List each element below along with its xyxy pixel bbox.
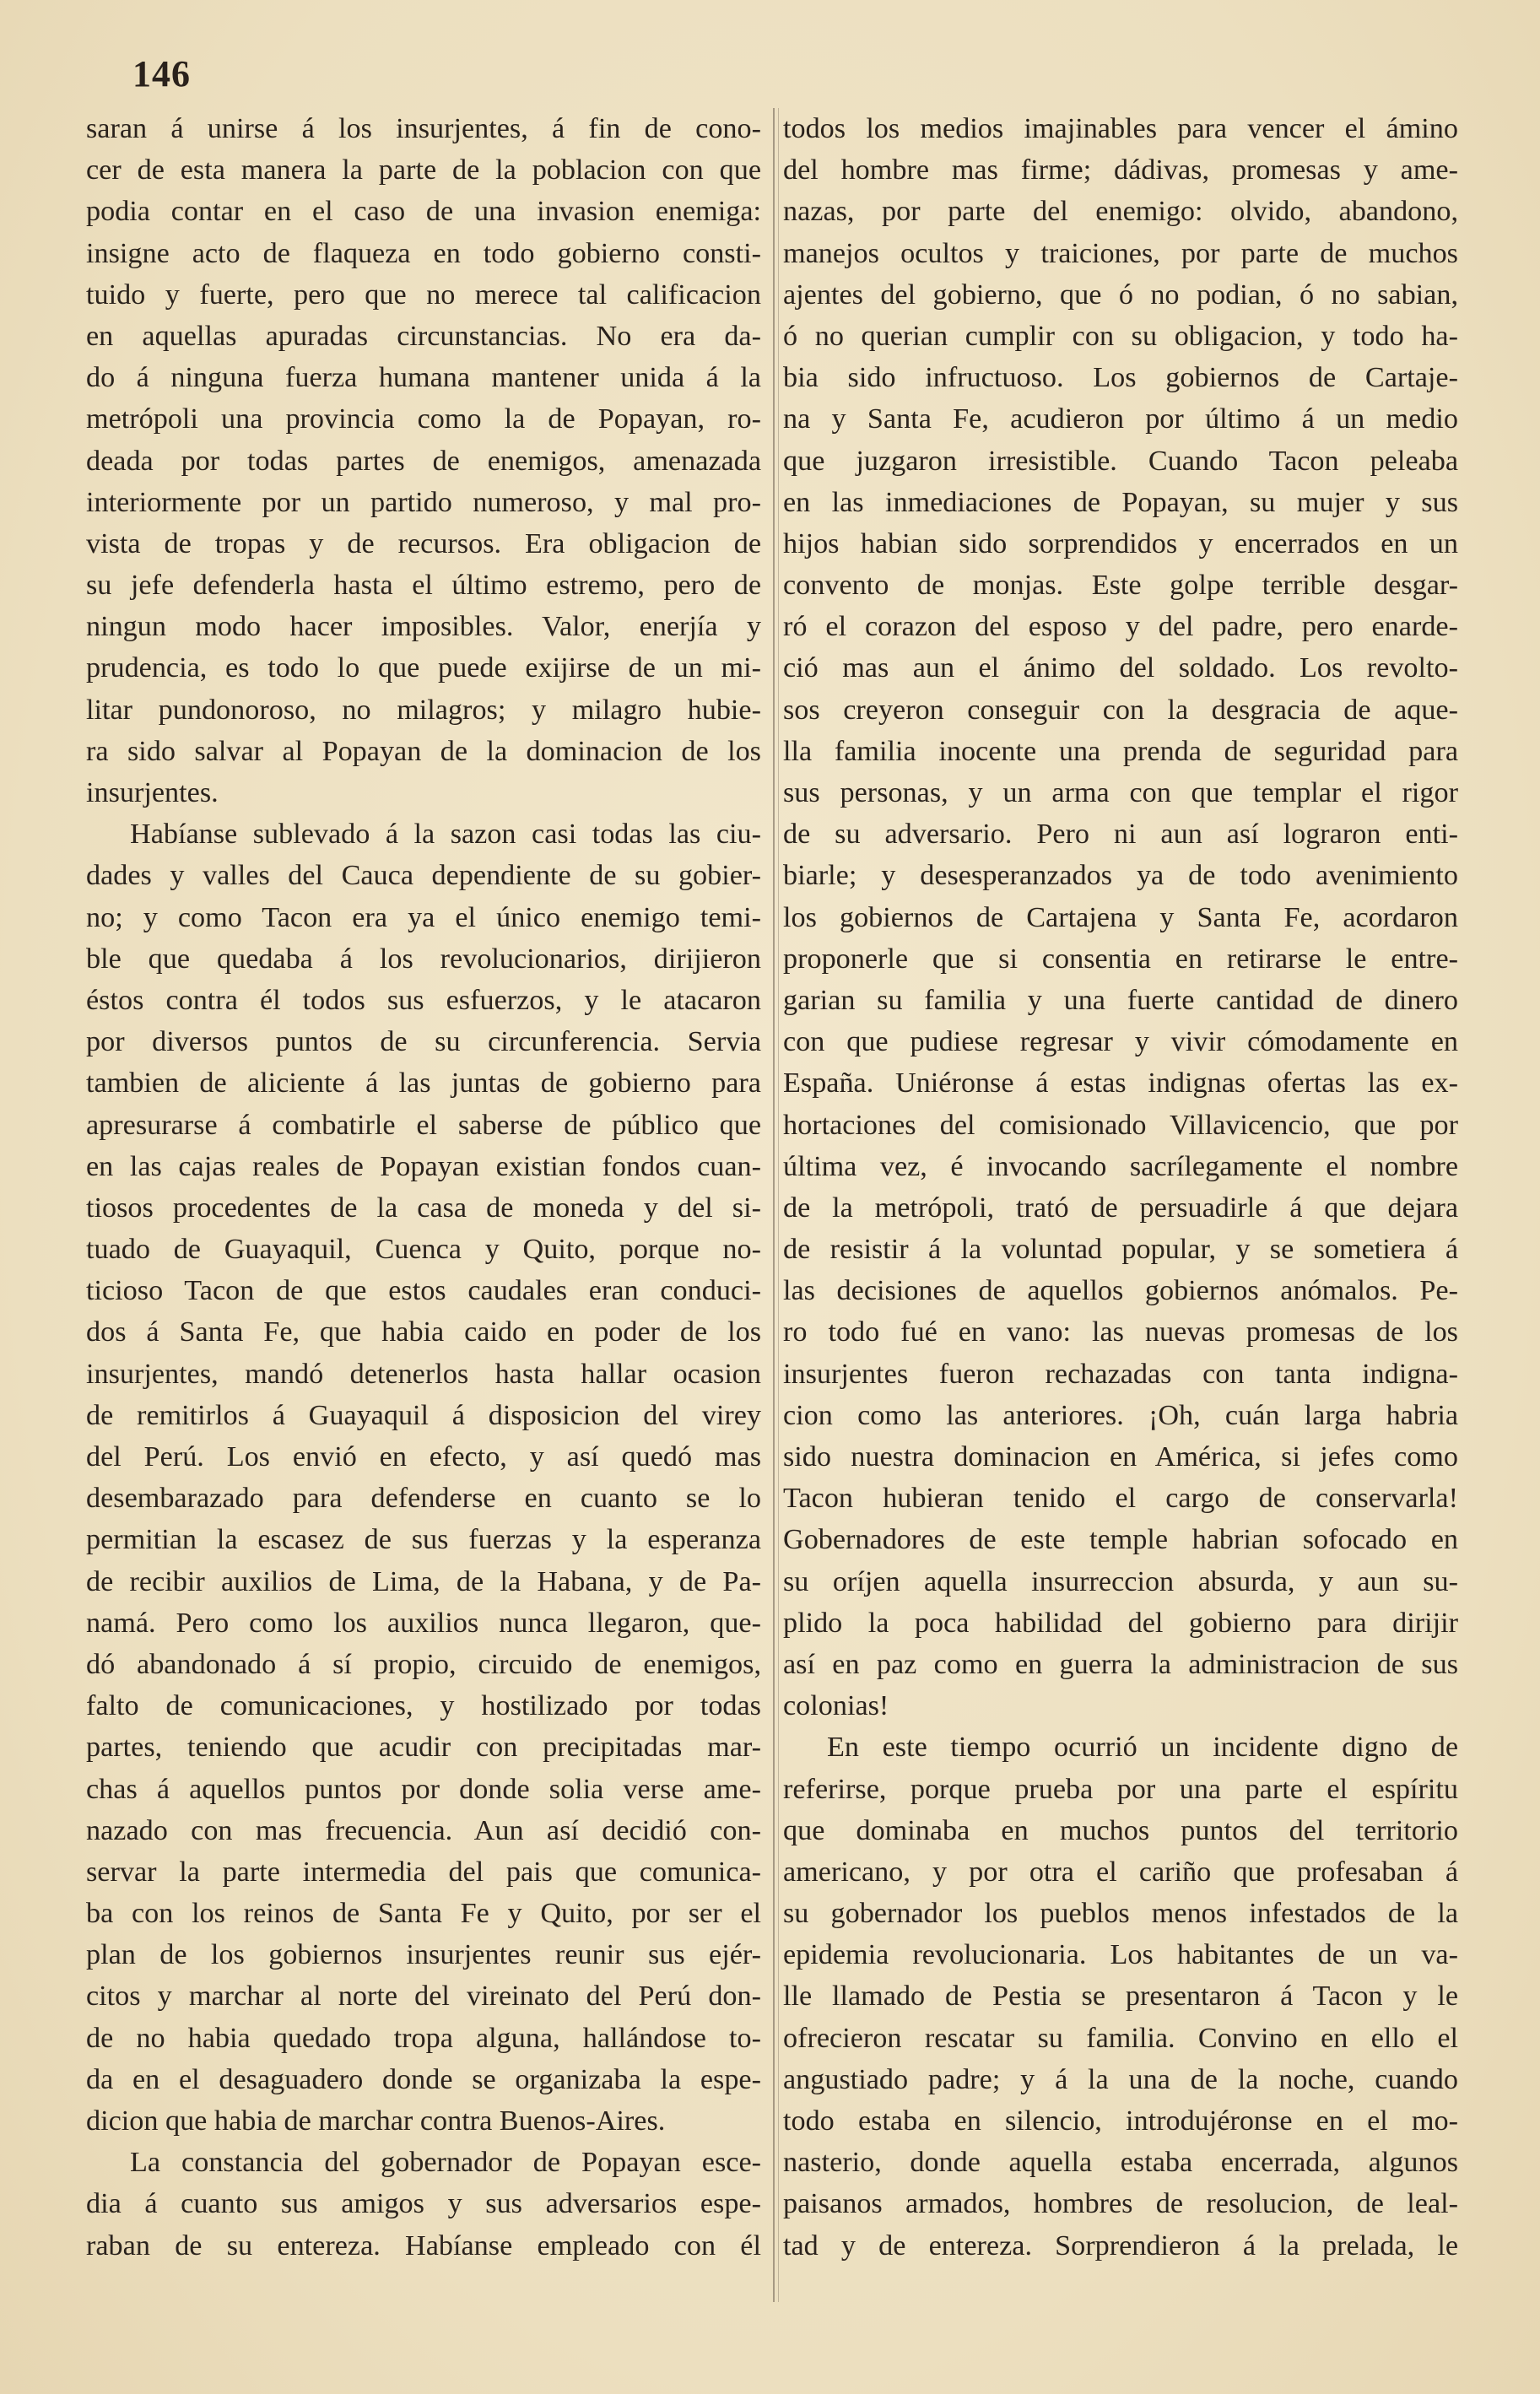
text-line: su gobernador los pueblos menos infestados de la (783, 1898, 1458, 1930)
text-line: no; y como Tacon era ya el único enemigo temi- (86, 901, 761, 933)
text-line: epidemia revolucionaria. Los habitantes de un va- (783, 1939, 1458, 1971)
text-line: ró el corazon del esposo y del padre, pero enarde- (783, 611, 1458, 643)
text-line: lle llamado de Pestia se presentaron á Tacon y le (783, 1981, 1458, 2013)
text-line: saran á unirse á los insurjentes, á fin de cono- (86, 113, 761, 144)
text-line: nazado con mas frecuencia. Aun así decidió con- (86, 1814, 761, 1846)
text-line: por diversos puntos de su circunferencia. Servia (86, 1026, 761, 1058)
text-line: ofrecieron rescatar su familia. Convino en ello el (783, 2022, 1458, 2054)
text-line: partes, teniendo que acudir con precipitadas mar- (86, 1732, 761, 1764)
text-line: su jefe defenderla hasta el último estremo, pero de (86, 570, 761, 602)
text-line: ticioso Tacon de que estos caudales eran conduci- (86, 1275, 761, 1307)
text-line: Gobernadores de este temple habrian sofocado en (783, 1524, 1458, 1556)
text-line: de recibir auxilios de Lima, de la Habana, y de Pa- (86, 1565, 761, 1597)
text-line: ba con los reinos de Santa Fe y Quito, por ser el (86, 1898, 761, 1930)
text-line: de resistir á la voluntad popular, y se sometiera á (783, 1234, 1458, 1266)
text-line: plan de los gobiernos insurjentes reunir sus ejér- (86, 1939, 761, 1971)
text-line: todo estaba en silencio, introdujéronse en el mo- (783, 2105, 1458, 2137)
text-line: todos los medios imajinables para vencer el ámino (783, 113, 1458, 144)
text-line: del hombre mas firme; dádivas, promesas y ame- (783, 154, 1458, 186)
text-line: podia contar en el caso de una invasion enemiga: (86, 196, 761, 228)
text-line: lla familia inocente una prenda de seguridad para (783, 735, 1458, 767)
text-line: sus personas, y un arma con que templar el rigor (783, 777, 1458, 808)
text-line: desembarazado para defenderse en cuanto se lo (86, 1483, 761, 1515)
text-line: paisanos armados, hombres de resolucion, de leal- (783, 2188, 1458, 2220)
text-line: bia sido infructuoso. Los gobiernos de Cartaje- (783, 362, 1458, 394)
text-line: hortaciones del comisionado Villavicencio, que por (783, 1109, 1458, 1141)
text-line: sido nuestra dominacion en América, si jefes como (783, 1441, 1458, 1473)
text-line: raban de su entereza. Habíanse empleado con él (86, 2229, 761, 2262)
text-line: dades y valles del Cauca dependiente de su gobier- (86, 860, 761, 892)
text-line: con que pudiese regresar y vivir cómodamente en (783, 1026, 1458, 1058)
text-line: hijos habian sido sorprendidos y encerrados en un (783, 527, 1458, 559)
text-line: ció mas aun el ánimo del soldado. Los revolto- (783, 652, 1458, 684)
text-line: apresurarse á combatirle el saberse de público que (86, 1109, 761, 1141)
text-line: dicion que habia de marchar contra Buenos-Aires. (86, 2105, 666, 2137)
column-divider (773, 108, 775, 2302)
text-line: ajentes del gobierno, que ó no podian, ó no sabian, (783, 278, 1458, 311)
text-line: namá. Pero como los auxilios nunca llegaron, que- (86, 1607, 761, 1639)
text-line: tuido y fuerte, pero que no merece tal calificacion (86, 278, 761, 311)
text-line: insigne acto de flaqueza en todo gobierno consti- (86, 237, 761, 269)
text-line: de no habia quedado tropa alguna, hallándose to- (86, 2022, 761, 2054)
text-line: da en el desaguadero donde se organizaba la espe- (86, 2063, 761, 2095)
text-line: cion como las anteriores. ¡Oh, cuán larga habria (783, 1399, 1458, 1431)
text-line: de su adversario. Pero ni aun así lograron enti- (783, 819, 1458, 851)
text-line: colonias! (783, 1690, 889, 1722)
text-line: cer de esta manera la parte de la poblacion con que (86, 154, 761, 186)
text-line: su oríjen aquella insurreccion absurda, y aun su- (783, 1565, 1458, 1597)
text-line: ningun modo hacer imposibles. Valor, enerjía y (86, 611, 761, 643)
text-line: en las cajas reales de Popayan existian fondos cuan- (86, 1150, 761, 1182)
text-line: plido la poca habilidad del gobierno para dirijir (783, 1607, 1458, 1639)
text-line: última vez, é invocando sacrílegamente el nombre (783, 1150, 1458, 1182)
text-line: nazas, por parte del enemigo: olvido, abandono, (783, 196, 1458, 228)
text-line: dos á Santa Fe, que habia caido en poder de los (86, 1316, 761, 1348)
text-line: que dominaba en muchos puntos del territorio (783, 1814, 1458, 1846)
text-line: insurjentes fueron rechazadas con tanta indigna- (783, 1358, 1458, 1390)
text-line: do á ninguna fuerza humana mantener unida á la (86, 362, 761, 394)
text-line: en las inmediaciones de Popayan, su mujer y sus (783, 486, 1458, 518)
text-line: deada por todas partes de enemigos, amenazada (86, 445, 761, 477)
text-line: nasterio, donde aquella estaba encerrada, algunos (783, 2147, 1458, 2179)
column-divider-inner (778, 108, 779, 2302)
text-line: angustiado padre; y á la una de la noche, cuando (783, 2063, 1458, 2095)
text-line: tiosos procedentes de la casa de moneda y del si- (86, 1192, 761, 1224)
text-line: ó no querian cumplir con su obligacion, y todo ha- (783, 320, 1458, 352)
text-line: España. Uniéronse á estas indignas ofertas las ex- (783, 1067, 1458, 1100)
text-line: convento de monjas. Este golpe terrible desgar- (783, 570, 1458, 602)
text-line: prudencia, es todo lo que puede exijirse de un mi- (86, 652, 761, 684)
text-line: éstos contra él todos sus esfuerzos, y le atacaron (86, 984, 761, 1016)
text-line: litar pundonoroso, no milagros; y milagro hubie- (86, 694, 761, 726)
text-line: garian su familia y una fuerte cantidad de dinero (783, 984, 1458, 1016)
text-line: biarle; y desesperanzados ya de todo avenimiento (783, 860, 1458, 892)
text-line: vista de tropas y de recursos. Era obligacion de (86, 527, 761, 559)
text-line: En este tiempo ocurrió un incidente digno de (827, 1732, 1458, 1764)
text-line: ra sido salvar al Popayan de la dominacion de los (86, 735, 761, 767)
text-line: los gobiernos de Cartajena y Santa Fe, acordaron (783, 901, 1458, 933)
text-line: insurjentes. (86, 777, 219, 808)
text-line: referirse, porque prueba por una parte el espíritu (783, 1773, 1458, 1805)
text-line: falto de comunicaciones, y hostilizado por todas (86, 1690, 761, 1722)
text-line: servar la parte intermedia del pais que comunica- (86, 1856, 761, 1888)
text-line: La constancia del gobernador de Popayan esce- (130, 2147, 761, 2179)
page-number: 146 (132, 53, 191, 95)
text-line: de remitirlos á Guayaquil á disposicion del virey (86, 1399, 761, 1431)
text-line: ble que quedaba á los revolucionarios, dirijieron (86, 943, 761, 975)
text-line: las decisiones de aquellos gobiernos anómalos. Pe- (783, 1275, 1458, 1307)
text-line: manejos ocultos y traiciones, por parte de muchos (783, 237, 1458, 269)
right-text-column (783, 108, 1458, 2267)
text-line: na y Santa Fe, acudieron por último á un medio (783, 403, 1458, 435)
text-line: metrópoli una provincia como la de Popayan, ro- (86, 403, 761, 435)
text-line: Tacon hubieran tenido el cargo de conservarla! (783, 1483, 1458, 1515)
text-line: tambien de aliciente á las juntas de gobierno para (86, 1067, 761, 1100)
text-line: sos creyeron conseguir con la desgracia de aque- (783, 694, 1458, 726)
text-line: ro todo fué en vano: las nuevas promesas de los (783, 1316, 1458, 1348)
text-line: del Perú. Los envió en efecto, y así quedó mas (86, 1441, 761, 1473)
text-line: Habíanse sublevado á la sazon casi todas las ciu- (130, 819, 761, 851)
text-line: chas á aquellos puntos por donde solia verse ame- (86, 1773, 761, 1805)
text-line: insurjentes, mandó detenerlos hasta hallar ocasion (86, 1358, 761, 1390)
text-line: de la metrópoli, trató de persuadirle á que dejara (783, 1192, 1458, 1224)
text-line: interiormente por un partido numeroso, y mal pro- (86, 486, 761, 518)
text-line: proponerle que si consentia en retirarse le entre- (783, 943, 1458, 975)
text-line: permitian la escasez de sus fuerzas y la esperanza (86, 1524, 761, 1556)
left-text-column (86, 108, 761, 2267)
text-line: en aquellas apuradas circunstancias. No era da- (86, 320, 761, 352)
text-line: que juzgaron irresistible. Cuando Tacon peleaba (783, 445, 1458, 477)
text-line: así en paz como en guerra la administracion de sus (783, 1648, 1458, 1680)
text-line: dia á cuanto sus amigos y sus adversarios espe- (86, 2188, 761, 2220)
text-line: americano, y por otra el cariño que profesaban á (783, 1856, 1458, 1888)
text-line: tuado de Guayaquil, Cuenca y Quito, porque no- (86, 1234, 761, 1266)
text-line: dó abandonado á sí propio, circuido de enemigos, (86, 1648, 761, 1680)
text-line: tad y de entereza. Sorprendieron á la prelada, le (783, 2229, 1458, 2262)
text-line: citos y marchar al norte del vireinato del Perú don- (86, 1981, 761, 2013)
